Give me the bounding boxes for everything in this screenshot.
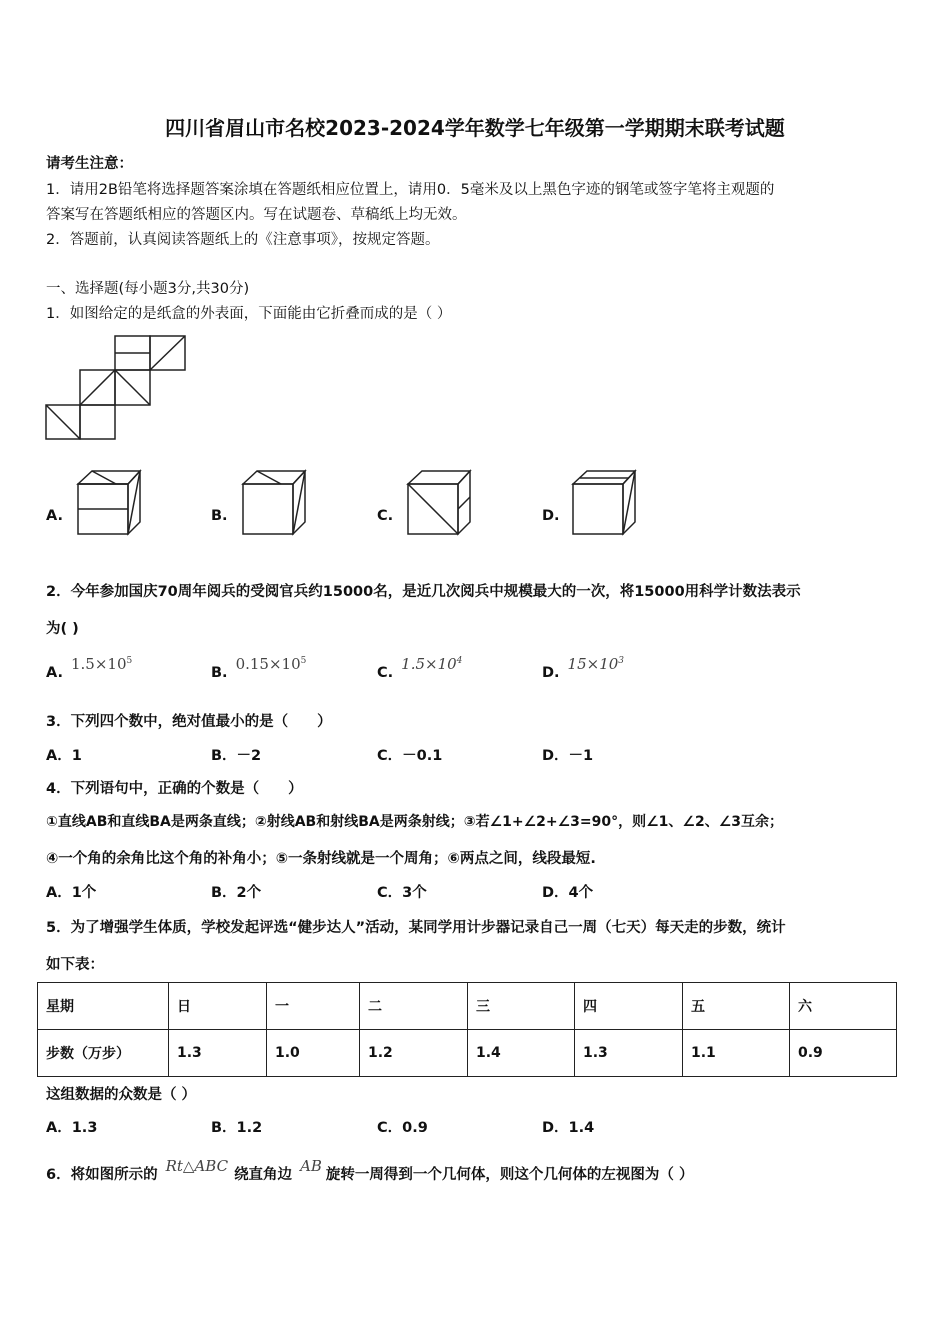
steps-table — [37, 982, 897, 1077]
q1-option-b[interactable]: B. — [211, 508, 228, 524]
question-4-statements: ④一个角的余角比这个角的补角小；⑤一条射线就是一个周角；⑥两点之间，线段最短. — [46, 851, 596, 867]
q2-option-d[interactable] — [542, 655, 625, 681]
table-cell: 1.2 — [360, 1030, 468, 1077]
table-cell: 二 — [360, 983, 468, 1030]
math-exp: 4 — [456, 656, 463, 666]
question-4: 4．下列语句中，正确的个数是（ ） — [46, 781, 303, 797]
option-math — [568, 655, 624, 673]
table-cell: 日 — [169, 983, 267, 1030]
notice-heading: 请考生注意： — [46, 156, 133, 172]
math-base: 1.5×10 — [401, 655, 457, 673]
option-label: B. — [211, 665, 228, 681]
table-cell: 五 — [683, 983, 790, 1030]
table-cell: 一 — [267, 983, 360, 1030]
notice-line: 2．答题前，认真阅读答题纸上的《注意事项》，按规定答题。 — [46, 232, 440, 248]
q6-math: AB — [300, 1157, 322, 1175]
table-row — [38, 983, 897, 1030]
table-cell: 六 — [790, 983, 897, 1030]
table-cell: 三 — [468, 983, 575, 1030]
q1-option-c[interactable]: C. — [377, 508, 394, 524]
math-exp: 5 — [300, 656, 307, 666]
q1-option-a[interactable]: A. — [46, 508, 63, 524]
question-4-statements: ①直线AB和直线BA是两条直线；②射线AB和射线BA是两条射线；③若∠1+∠2+∠3=90°，则∠1、∠2、∠3互余； — [46, 814, 784, 830]
question-2-cont: 为( ) — [46, 621, 79, 637]
option-label: C. — [377, 665, 394, 681]
q2-option-b[interactable] — [211, 655, 307, 681]
q4-option-c[interactable]: C．3个 — [377, 885, 427, 901]
table-cell: 1.1 — [683, 1030, 790, 1077]
cube-option-d-icon — [571, 468, 641, 538]
table-cell: 星期 — [38, 983, 169, 1030]
q6-text: 绕直角边 — [234, 1167, 293, 1183]
question-5-question: 这组数据的众数是（ ） — [46, 1087, 197, 1103]
math-base: 0.15×10 — [235, 655, 301, 673]
option-math — [71, 655, 132, 673]
question-1: 1．如图给定的是纸盒的外表面，下面能由它折叠而成的是（ ） — [46, 306, 452, 322]
math-base: 15×10 — [567, 655, 619, 673]
question-2: 2．今年参加国庆70周年阅兵的受阅官兵约15000名，是近几次阅兵中规模最大的一次，将15000用科学计数法表示 — [46, 584, 801, 600]
q6-math: Rt△ABC — [165, 1157, 229, 1175]
option-label: A. — [46, 665, 63, 681]
math-base: 1.5×10 — [71, 655, 127, 673]
q4-option-b[interactable]: B．2个 — [211, 885, 262, 901]
option-math — [401, 655, 462, 673]
question-5: 5．为了增强学生体质，学校发起评选“健步达人”活动，某同学用计步器记录自己一周（七天）每天走的步数，统计 — [46, 920, 786, 936]
table-cell: 0.9 — [790, 1030, 897, 1077]
cube-option-b-icon — [241, 468, 311, 538]
table-cell: 步数（万步） — [38, 1030, 169, 1077]
q6-text: 旋转一周得到一个几何体，则这个几何体的左视图为（ ） — [325, 1167, 694, 1183]
table-cell: 1.0 — [267, 1030, 360, 1077]
table-cell: 1.4 — [468, 1030, 575, 1077]
math-exp: 3 — [618, 656, 625, 666]
q4-option-d[interactable]: D．4个 — [542, 885, 594, 901]
table-cell: 1.3 — [169, 1030, 267, 1077]
math-exp: 5 — [126, 656, 133, 666]
table-cell: 1.3 — [575, 1030, 683, 1077]
q2-option-c[interactable] — [377, 655, 463, 681]
cube-option-c-icon — [406, 468, 476, 538]
q3-option-c[interactable]: C．－0.1 — [377, 748, 443, 764]
section-heading: 一、选择题(每小题3分,共30分) — [46, 281, 250, 297]
page-title: 四川省眉山市名校2023-2024学年数学七年级第一学期期末联考试题 — [165, 116, 785, 140]
q5-option-d[interactable]: D．1.4 — [542, 1120, 595, 1136]
q3-option-b[interactable]: B．－2 — [211, 748, 262, 764]
q5-option-c[interactable]: C．0.9 — [377, 1120, 428, 1136]
question-6 — [46, 1157, 694, 1184]
question-5-cont: 如下表： — [46, 957, 104, 973]
option-math — [236, 655, 307, 673]
cube-net-figure — [0, 0, 200, 450]
q5-option-b[interactable]: B．1.2 — [211, 1120, 263, 1136]
q5-option-a[interactable]: A．1.3 — [46, 1120, 98, 1136]
notice-line: 答案写在答题纸相应的答题区内。写在试题卷、草稿纸上均无效。 — [46, 207, 467, 223]
q4-option-a[interactable]: A．1个 — [46, 885, 97, 901]
q1-option-d[interactable]: D. — [542, 508, 560, 524]
notice-line: 1．请用2B铅笔将选择题答案涂填在答题纸相应位置上，请用0．5毫米及以上黑色字迹的钢笔或签字笔将主观题的 — [46, 182, 775, 198]
q3-option-d[interactable]: D．－1 — [542, 748, 594, 764]
table-row — [38, 1030, 897, 1077]
option-label: D. — [542, 665, 560, 681]
cube-option-a-icon — [76, 468, 146, 538]
table-cell: 四 — [575, 983, 683, 1030]
q6-text: 6．将如图所示的 — [46, 1167, 158, 1183]
q2-option-a[interactable] — [46, 655, 133, 681]
question-3: 3．下列四个数中，绝对值最小的是（ ） — [46, 714, 332, 730]
q3-option-a[interactable]: A．1 — [46, 748, 82, 764]
